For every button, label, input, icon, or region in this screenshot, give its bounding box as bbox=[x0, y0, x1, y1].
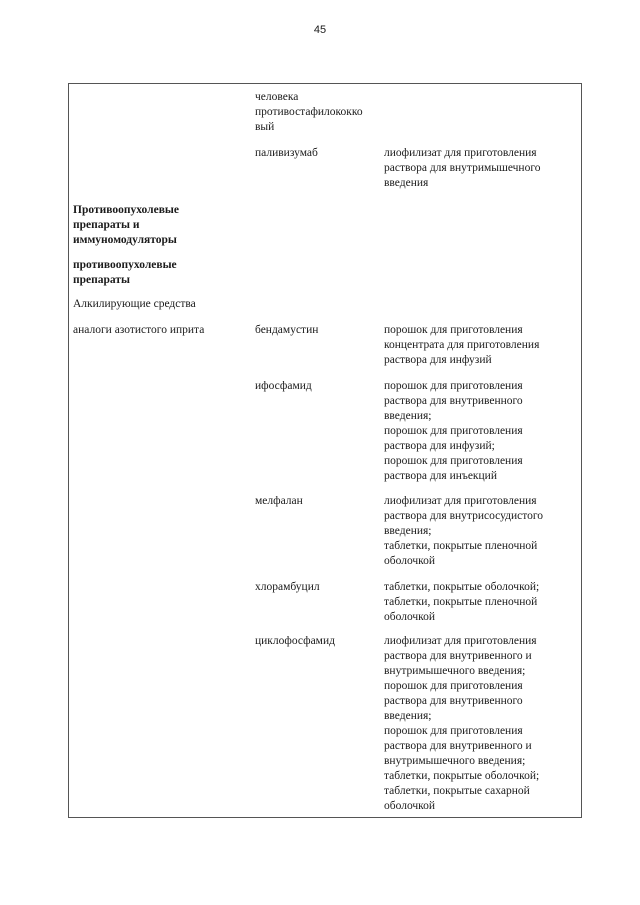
group-heading-main: Противоопухолевые препараты и иммуномодуляторы bbox=[73, 204, 179, 246]
subgroup-label: аналоги азотистого иприта bbox=[73, 324, 205, 336]
drug-name: бендамустин bbox=[255, 324, 319, 336]
group-heading-class: Алкилирующие средства bbox=[73, 298, 196, 310]
drug-name: ифосфамид bbox=[255, 380, 312, 392]
drug-name: мелфалан bbox=[255, 495, 303, 507]
drug-form: порошок для приготовления раствора для внутривенного введения; порошок для приготовления раствора для инфузий; порошок для приготовления раствора для инъекций bbox=[384, 380, 523, 482]
table-cell-form: лиофилизат для приготовления раствора для внутримышечного введения bbox=[384, 147, 541, 189]
drug-form: лиофилизат для приготовления раствора для внутрисосудистого введения; таблетки, покрытые пленочной оболочкой bbox=[384, 495, 544, 567]
drug-form: порошок для приготовления концентрата для приготовления раствора для инфузий bbox=[384, 324, 540, 366]
drug-form: лиофилизат для приготовления раствора для внутривенного и внутримышечного введения; порошок для приготовления раствора для внутривенного введения; порошок для приготовления раствора для внутривенного и внутримышечного введения; таблетки, покрытые оболочкой; таблетки, покрытые сахарной оболочкой bbox=[384, 635, 540, 812]
drug-name: циклофосфамид bbox=[255, 635, 335, 647]
page-number: 45 bbox=[313, 24, 327, 36]
table-cell-inn: человека противостафилококко вый bbox=[255, 91, 363, 133]
drug-form: таблетки, покрытые оболочкой; таблетки, покрытые пленочной оболочкой bbox=[384, 581, 540, 623]
group-heading-sub: противоопухолевые препараты bbox=[73, 259, 177, 286]
table-cell-inn: паливизумаб bbox=[255, 147, 318, 159]
drug-name: хлорамбуцил bbox=[255, 581, 320, 593]
